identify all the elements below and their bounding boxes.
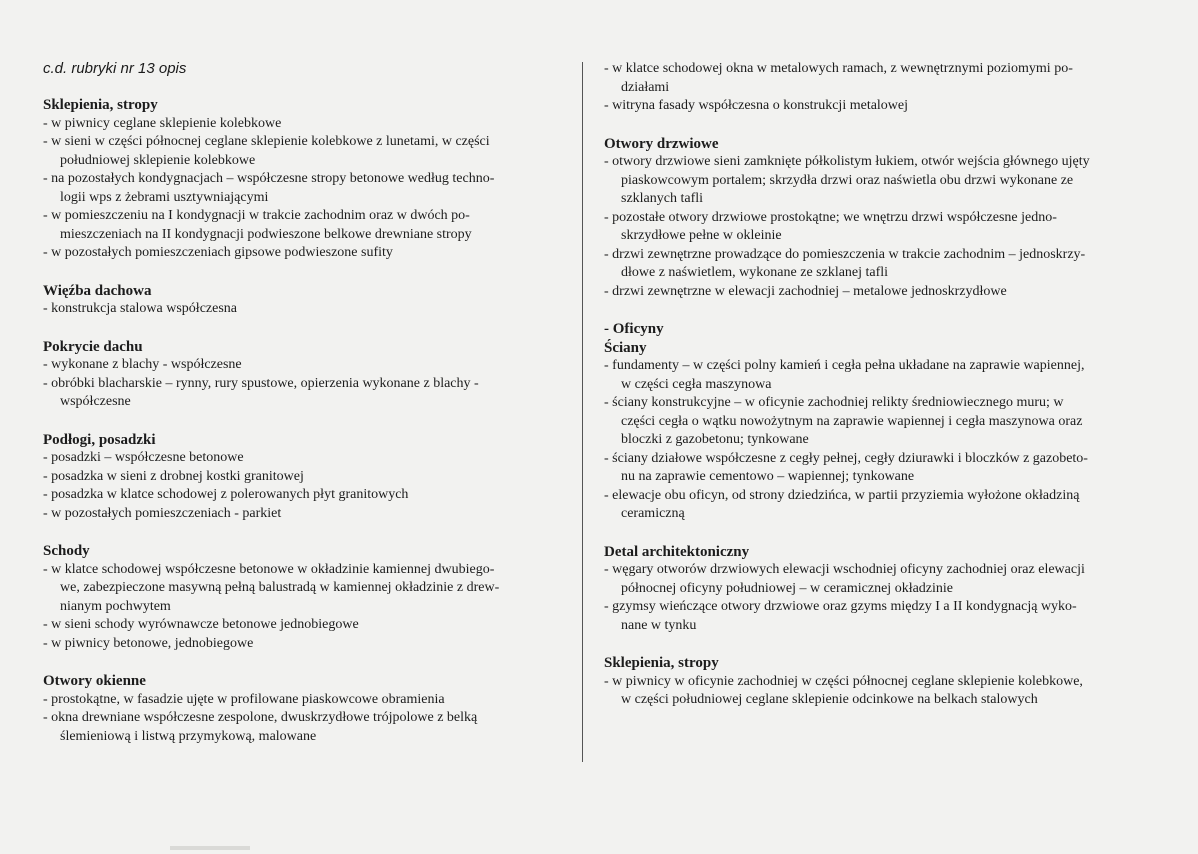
page-header: c.d. rubryki nr 13 opis (43, 60, 187, 77)
list-item (604, 283, 1144, 302)
list-item (43, 300, 563, 319)
list-item (43, 207, 563, 244)
list-item (43, 244, 563, 263)
section (604, 135, 1144, 302)
item-line: - drzwi zewnętrzne prowadzące do pomieszczenia w trakcie zachodnim – jednoskrzy- (604, 246, 1086, 262)
list-item (43, 170, 563, 207)
item-line: - okna drewniane współczesne zespolone, dwuskrzydłowe trójpolowe z belką (43, 710, 478, 725)
item-line: - ściany konstrukcyjne – w oficynie zachodniej relikty średniowiecznego muru; w (604, 395, 1064, 410)
list-item (604, 673, 1144, 710)
list-item (43, 561, 563, 617)
item-continuation: nianym pochwytem (60, 598, 171, 614)
list-item (43, 375, 563, 412)
item-line: - w sieni schody wyrównawcze betonowe jednobiegowe (43, 617, 359, 632)
list-item (604, 357, 1144, 394)
section (604, 60, 1144, 116)
item-continuation: logii wps z żebrami usztywniającymi (60, 189, 269, 205)
item-line: - w piwnicy betonowe, jednobiegowe (43, 635, 254, 651)
list-item (604, 246, 1144, 283)
section-title: Sklepienia, stropy (43, 97, 158, 113)
item-continuation: szklanych tafli (621, 191, 704, 206)
item-line: - konstrukcja stalowa współczesna (43, 301, 237, 316)
item-continuation: nane w tynku (621, 617, 697, 633)
item-line: - w klatce schodowej okna w metalowych ramach, z wewnętrznymi poziomymi po- (604, 61, 1073, 76)
item-line: - ściany działowe współczesne z cegły pełnej, cegły dziurawki i bloczków z gazobeto- (604, 450, 1088, 466)
item-continuation: ceramiczną (621, 506, 685, 521)
item-line: - w klatce schodowej współczesne betonowe w okładzinie kamiennej dwubiego- (43, 561, 495, 577)
item-line: - wykonane z blachy - współczesne (43, 357, 242, 372)
section (43, 282, 563, 319)
list-item (43, 486, 563, 505)
section-title: Detal architektoniczny (604, 543, 750, 560)
item-line: - elewacje obu oficyn, od strony dziedzińca, w partii przyziemia wyłożone okładziną (604, 487, 1080, 503)
list-item (43, 356, 563, 375)
section (43, 431, 563, 524)
section (604, 654, 1144, 710)
list-item (43, 115, 563, 134)
section (43, 338, 563, 412)
item-continuation: w części cegła maszynowa (621, 376, 772, 392)
item-line: - posadzki – współczesne betonowe (43, 450, 244, 465)
item-line: - pozostałe otwory drzwiowe prostokątne; we wnętrzu drzwi współczesne jedno- (604, 209, 1057, 225)
item-continuation: bloczki z gazobetonu; tynkowane (621, 432, 809, 447)
list-item (43, 133, 563, 170)
left-sections (43, 96, 563, 746)
list-item (43, 449, 563, 468)
list-item (43, 616, 563, 635)
scan-artifact (170, 846, 250, 850)
item-line: - witryna fasady współczesna o konstrukcji metalowej (604, 98, 909, 113)
section-title: Sklepienia, stropy (604, 655, 719, 671)
item-continuation: południowej sklepienie kolebkowe (60, 152, 256, 168)
item-continuation: nu na zaprawie cementowo – wapiennej; tynkowane (621, 469, 915, 484)
section-title: Podłogi, posadzki (43, 431, 156, 448)
list-item (604, 561, 1144, 598)
item-continuation: w części południowej ceglane sklepienie odcinkowe na belkach stalowych (621, 692, 1038, 707)
right-column (604, 60, 1144, 729)
item-line: - drzwi zewnętrzne w elewacji zachodniej – metalowe jednoskrzydłowe (604, 283, 1007, 299)
section-title: Schody (43, 543, 90, 559)
section-title: Otwory drzwiowe (604, 135, 719, 152)
item-continuation: skrzydłowe pełne w okleinie (621, 228, 782, 243)
list-item (604, 60, 1144, 97)
list-item (604, 97, 1144, 116)
item-continuation: części cegła o wątku nowożytnym na zaprawie wapiennej i cegła maszynowa oraz (621, 413, 1083, 429)
item-continuation: we, zabezpieczone masywną pełną balustradą w kamiennej okładzinie z drew- (60, 580, 500, 595)
item-line: - w pozostałych pomieszczeniach - parkiet (43, 505, 282, 521)
left-column (43, 60, 563, 765)
item-line: - węgary otworów drzwiowych elewacji wschodniej oficyny zachodniej oraz elewacji (604, 562, 1085, 577)
item-line: - posadzka w klatce schodowej z polerowanych płyt granitowych (43, 487, 409, 502)
list-item (604, 209, 1144, 246)
list-item (43, 505, 563, 524)
item-line: - otwory drzwiowe sieni zamknięte półkolistym łukiem, otwór wejścia głównego ujęty (604, 154, 1090, 169)
item-continuation: ślemieniową i listwą przymykową, malowane (60, 728, 317, 744)
list-item (43, 691, 563, 710)
list-item (604, 450, 1144, 487)
item-continuation: mieszczeniach na II kondygnacji podwieszone belkowe drewniane stropy (60, 226, 472, 242)
item-line: - gzymsy wieńczące otwory drzwiowe oraz gzyms między I a II kondygnacją wyko- (604, 599, 1077, 614)
item-line: - w piwnicy w oficynie zachodniej w części północnej ceglane sklepienie kolebkowe, (604, 673, 1083, 689)
section-title: Pokrycie dachu (43, 338, 143, 355)
section (43, 672, 563, 746)
section (604, 320, 1144, 524)
item-continuation: piaskowcowym portalem; skrzydła drzwi oraz naświetla obu drzwi wykonane ze (621, 172, 1074, 188)
section-title: Więźba dachowa (43, 282, 152, 299)
item-continuation: północnej oficyny południowej – w ceramicznej okładzinie (621, 580, 954, 596)
list-item (604, 153, 1144, 209)
item-line: - obróbki blacharskie – rynny, rury spustowe, opierzenia wykonane z blachy - (43, 375, 479, 391)
section-subtitle: Ściany (604, 339, 647, 356)
list-item (43, 468, 563, 487)
list-item (604, 598, 1144, 635)
list-item (604, 487, 1144, 524)
section (43, 542, 563, 653)
item-line: - posadzka w sieni z drobnej kostki granitowej (43, 468, 304, 484)
item-continuation: dłowe z naświetlem, wykonane ze szklanej tafli (621, 265, 889, 280)
item-line: - w pozostałych pomieszczeniach gipsowe podwieszone sufity (43, 245, 393, 260)
item-continuation: działami (621, 79, 670, 95)
item-line: - w piwnicy ceglane sklepienie kolebkowe (43, 115, 282, 131)
right-sections (604, 60, 1144, 710)
item-line: - w pomieszczeniu na I kondygnacji w trakcie zachodnim oraz w dwóch po- (43, 208, 470, 223)
item-line: - prostokątne, w fasadzie ujęte w profilowane piaskowcowe obramienia (43, 691, 445, 707)
list-item (43, 635, 563, 654)
list-item (43, 709, 563, 746)
item-line: - fundamenty – w części polny kamień i cegła pełna układane na zaprawie wapiennej, (604, 358, 1085, 373)
section (604, 543, 1144, 636)
column-divider (582, 62, 583, 762)
section-title: Otwory okienne (43, 673, 146, 689)
item-line: - w sieni w części północnej ceglane sklepienie kolebkowe z lunetami, w części (43, 134, 490, 149)
item-continuation: współczesne (60, 394, 131, 409)
item-line: - na pozostałych kondygnacjach – współczesne stropy betonowe według techno- (43, 171, 495, 186)
list-item (604, 394, 1144, 450)
section (43, 96, 563, 263)
section-title: - Oficyny (604, 321, 664, 337)
